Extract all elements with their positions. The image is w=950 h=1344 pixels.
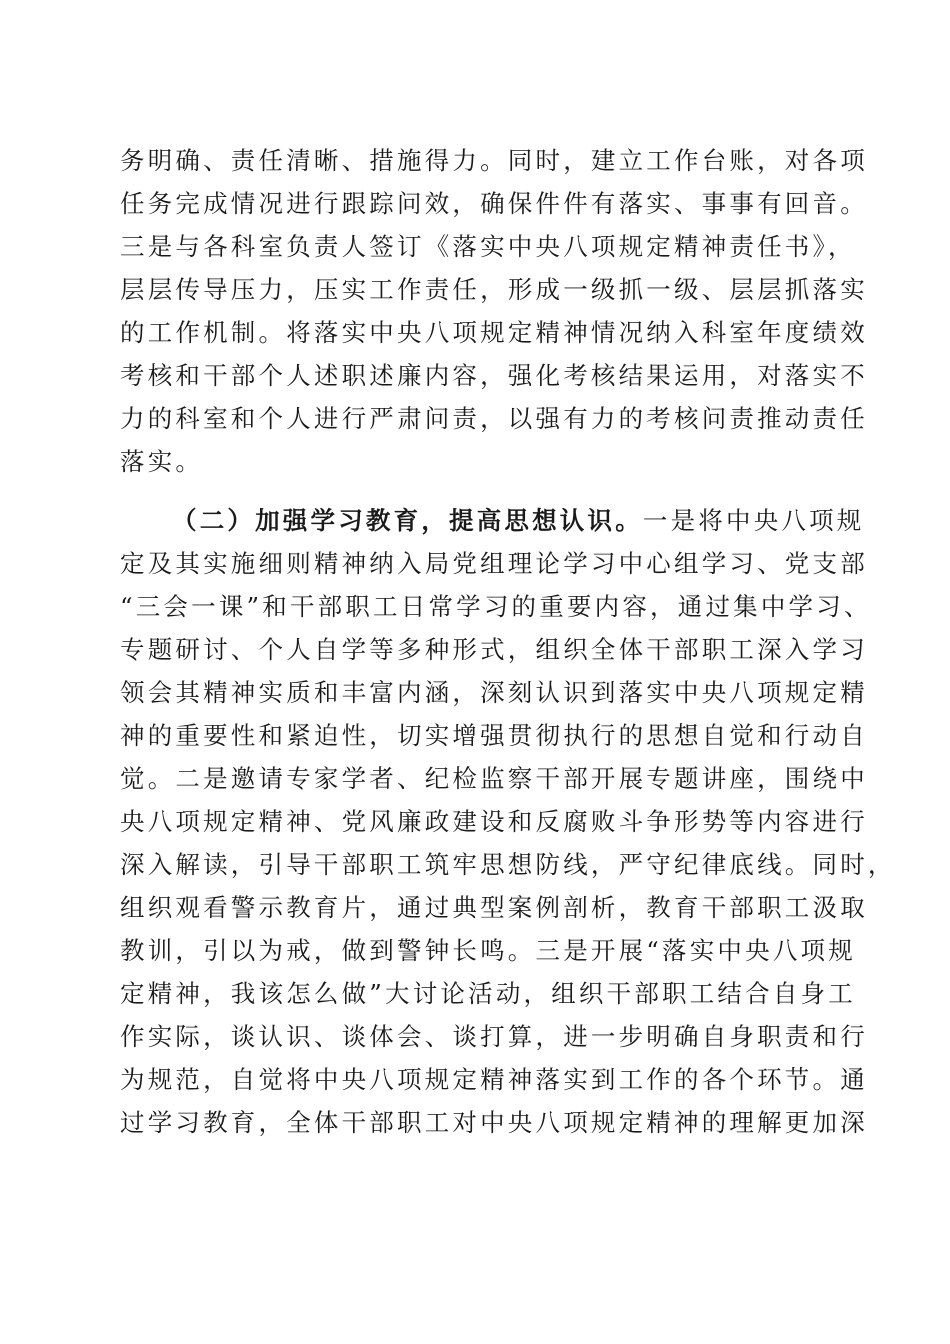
section-first-line-text: 一是将中央八项规 xyxy=(642,506,865,535)
text-line: 定精神，我该怎么做”大讨论活动，组织干部职工结合自身工 xyxy=(120,979,856,1008)
text-line: 务明确、责任清晰、措施得力。同时，建立工作台账，对各项 xyxy=(120,146,868,175)
text-line: 考核和干部个人述职述廉内容，强化考核结果运用，对落实不 xyxy=(120,361,868,390)
text-line: 任务完成情况进行跟踪问效，确保件件有落实、事事有回音。 xyxy=(120,189,868,218)
section-heading-line xyxy=(172,499,865,543)
text-line: 三是与各科室负责人签订《落实中央八项规定精神责任书》， xyxy=(120,232,856,261)
text-line: 作实际，谈认识、谈体会、谈打算，进一步明确自身职责和行 xyxy=(120,1022,868,1051)
text-line: 定及其实施细则精神纳入局党组理论学习中心组学习、党支部 xyxy=(120,549,868,578)
text-line: “三会一课”和干部职工日常学习的重要内容，通过集中学习、 xyxy=(120,592,872,621)
text-line: 组织观看警示教育片，通过典型案例剖析，教育干部职工汲取 xyxy=(120,893,868,922)
text-line: 领会其精神实质和丰富内涵，深刻认识到落实中央八项规定精 xyxy=(120,678,868,707)
text-line: 深入解读，引导干部职工筑牢思想防线，严守纪律底线。同时， xyxy=(120,850,896,879)
text-line: 为规范，自觉将中央八项规定精神落实到工作的各个环节。通 xyxy=(120,1065,868,1094)
text-line: 教训，引以为戒，做到警钟长鸣。三是开展“落实中央八项规 xyxy=(120,936,856,965)
text-line: 层层传导压力，压实工作责任，形成一级抓一级、层层抓落实 xyxy=(120,275,868,304)
text-line: 专题研讨、个人自学等多种形式，组织全体干部职工深入学习 xyxy=(120,635,868,664)
text-line: 央八项规定精神、党风廉政建设和反腐败斗争形势等内容进行 xyxy=(120,807,868,836)
text-line: 过学习教育，全体干部职工对中央八项规定精神的理解更加深 xyxy=(120,1108,868,1137)
text-line: 力的科室和个人进行严肃问责，以强有力的考核问责推动责任 xyxy=(120,404,868,433)
text-line: 的工作机制。将落实中央八项规定精神情况纳入科室年度绩效 xyxy=(120,318,868,347)
text-line: 觉。二是邀请专家学者、纪检监察干部开展专题讲座，围绕中 xyxy=(120,764,868,793)
text-line: 落实。 xyxy=(120,447,204,476)
text-line: 神的重要性和紧迫性，切实增强贯彻执行的思想自觉和行动自 xyxy=(120,721,868,750)
section-heading: （二）加强学习教育，提高思想认识。 xyxy=(172,506,643,535)
